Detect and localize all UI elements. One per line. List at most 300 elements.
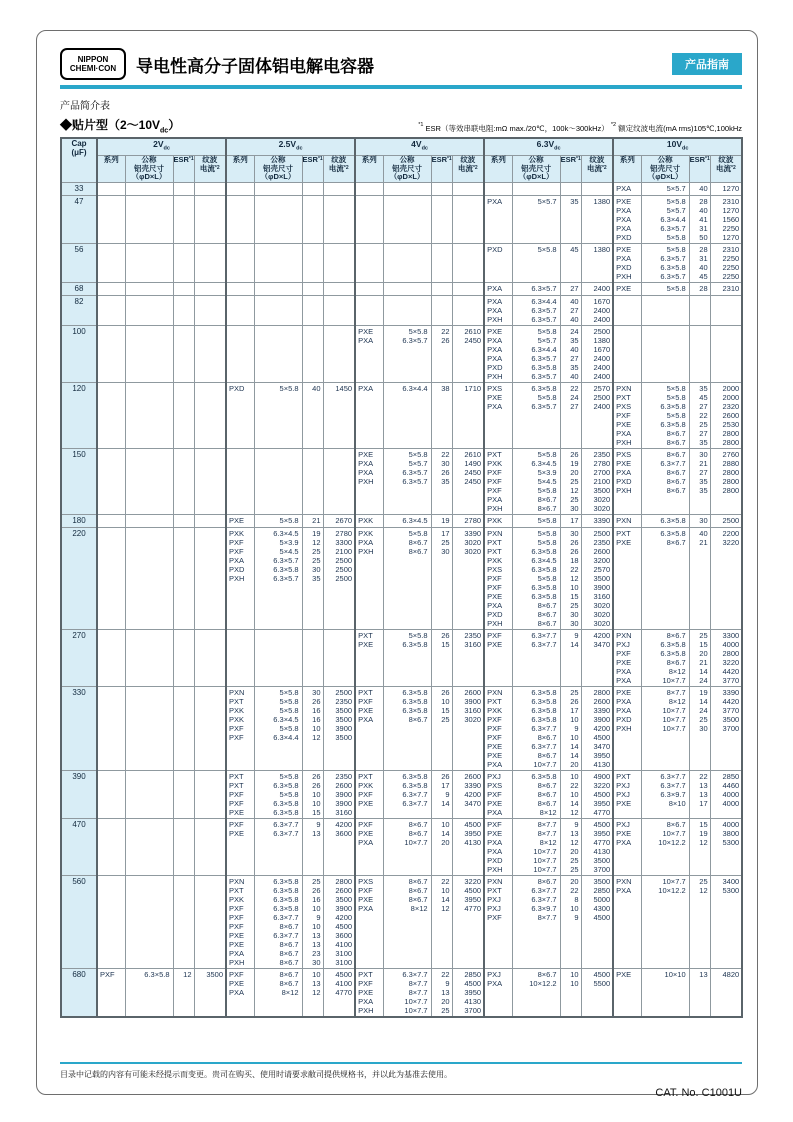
esr-cell (431, 243, 452, 282)
cell-line: 35 (699, 476, 708, 486)
esr-cell (173, 295, 194, 325)
empty-line (195, 772, 226, 781)
cell-line: 5×5.8 (408, 449, 428, 459)
cell-line: 13 (312, 939, 321, 949)
logo-line2: CHEMI·CON (69, 64, 117, 73)
cell-line: 8×6.7 (666, 657, 686, 667)
cell-line: 2670 (335, 515, 353, 525)
cell-line: 18 (570, 555, 579, 565)
voltage-label: 4V (411, 139, 422, 150)
ripple-cell (581, 629, 613, 686)
cell-line: 8×6.7 (408, 546, 428, 556)
empty-line (642, 327, 689, 336)
empty-line (384, 245, 431, 254)
esr-cell (302, 629, 323, 686)
cell-line: PXE (229, 828, 245, 838)
esr-cell (431, 818, 452, 875)
cell-line: PXE (616, 687, 632, 697)
ripple-cell (581, 686, 613, 770)
cell-line: 30 (441, 458, 450, 468)
cell-line: PXE (358, 987, 374, 997)
size-cell (254, 875, 302, 968)
cell-line: 22 (699, 771, 708, 781)
series-cell (355, 195, 383, 243)
size-cell (254, 325, 302, 382)
cell-line: 2570 (593, 383, 611, 393)
cell-line: 10 (570, 732, 579, 742)
cell-line: 6.3×5.8 (402, 687, 428, 697)
cell-line: PXE (358, 449, 374, 459)
cell-line: 6.3×7.7 (273, 930, 299, 940)
cell-line: 8×10 (668, 798, 686, 808)
table-row (61, 325, 742, 382)
series-cell (226, 527, 254, 629)
ripple-cell (581, 295, 613, 325)
cell-line: 10 (441, 819, 450, 829)
cell-line: PXH (229, 957, 245, 967)
cell-line: 6.3×5.7 (402, 476, 428, 486)
esr-footnote-mark: *1 (188, 156, 194, 163)
empty-line (98, 184, 125, 193)
cell-line: 3020 (593, 494, 611, 504)
cell-line: 2800 (722, 476, 740, 486)
ripple-cell (452, 527, 484, 629)
series-cell (97, 514, 125, 527)
cell-line: PXF (358, 885, 373, 895)
cell-line: 13 (699, 789, 708, 799)
size-cell (512, 195, 560, 243)
ripple-cell (323, 325, 355, 382)
empty-line (98, 284, 125, 293)
esr-cell (689, 182, 710, 195)
cell-line: 3950 (464, 894, 482, 904)
cell-line: 22 (570, 885, 579, 895)
ripple-cell (581, 182, 613, 195)
cell-line: 13 (441, 987, 450, 997)
size-cell (254, 818, 302, 875)
cell-line: PXE (358, 828, 374, 838)
ripple-cell (581, 282, 613, 295)
cell-line: PXS (487, 383, 503, 393)
cell-line: 30 (570, 503, 579, 513)
size-cell (254, 968, 302, 1017)
empty-line (98, 516, 125, 525)
cell-line: PXA (487, 759, 503, 769)
voltage-group-header: $6.3V_{dc}$ (484, 138, 613, 155)
empty-line (453, 245, 484, 254)
esr-cell (302, 770, 323, 818)
cell-line: 5×5.8 (279, 687, 299, 697)
cell-line: PXA (616, 428, 632, 438)
table-row (61, 295, 742, 325)
cell-line: 3500 (593, 876, 611, 886)
cell-line: 6.3×7.7 (531, 639, 557, 649)
cell-line: PXT (616, 771, 631, 781)
size-cell (254, 770, 302, 818)
cell-line: PXA (487, 846, 503, 856)
cell-line: PXN (229, 876, 245, 886)
cell-line: PXF (229, 819, 244, 829)
cell-line: PXF (487, 485, 502, 495)
cell-line: 5×5.8 (666, 383, 686, 393)
cell-line: 4500 (593, 789, 611, 799)
cell-line: PXA (616, 696, 632, 706)
cell-line: 6.3×4.5 (402, 515, 428, 525)
cell-line: 2000 (722, 392, 740, 402)
cell-line: PXF (616, 648, 631, 658)
size-header-line: 铝壳尺寸 (263, 163, 294, 173)
cell-line: 3020 (593, 503, 611, 513)
cell-line: 6.3×5.8 (531, 383, 557, 393)
empty-line (303, 245, 323, 254)
series-cell (484, 514, 512, 527)
cell-line: 10×12.2 (658, 837, 686, 847)
cell-line: 3900 (593, 714, 611, 724)
table-row (61, 182, 742, 195)
cell-line: 8×6.7 (537, 494, 557, 504)
series-cell (226, 243, 254, 282)
cell-line: 6.3×5.8 (660, 262, 686, 272)
empty-line (324, 197, 355, 206)
cell-line: PXN (616, 383, 632, 393)
cell-line: 13 (699, 780, 708, 790)
empty-line (126, 284, 173, 293)
cell-line: PXA (616, 705, 632, 715)
size-cell (512, 182, 560, 195)
cell-line: 8×6.7 (537, 732, 557, 742)
cell-line: 3220 (464, 876, 482, 886)
cell-line: PXD (616, 476, 632, 486)
empty-line (303, 297, 323, 306)
size-cell (641, 282, 689, 295)
cell-line: PXH (358, 476, 374, 486)
ripple-footnote-mark: *2 (214, 164, 220, 171)
cell-line: PXF (487, 573, 502, 583)
empty-line (324, 245, 355, 254)
cell-line: PXA (616, 666, 632, 676)
series-cell (355, 968, 383, 1017)
cell-line: 4130 (593, 846, 611, 856)
cell-line: PXA (358, 837, 374, 847)
cell-line: 9 (445, 978, 450, 988)
cell-line: PXA (616, 675, 632, 685)
cell-line: PXE (358, 326, 374, 336)
cell-line: 6.3×5.8 (531, 546, 557, 556)
series-cell (613, 243, 641, 282)
cell-line: 5×5.8 (279, 723, 299, 733)
cell-line: 10×7.7 (662, 675, 686, 685)
empty-line (126, 688, 173, 697)
ripple-cell (194, 243, 226, 282)
cell-line: 8×6.7 (537, 969, 557, 979)
cell-line: 40 (570, 314, 579, 324)
cell-line: 3100 (335, 948, 353, 958)
cell-line: 5000 (593, 894, 611, 904)
cell-line: 3900 (335, 789, 353, 799)
cell-line: 27 (699, 467, 708, 477)
size-cell (125, 686, 173, 770)
ripple-cell (452, 182, 484, 195)
cell-line: 12 (699, 837, 708, 847)
cell-line: 6.3×7.7 (531, 885, 557, 895)
cell-line: 22 (570, 383, 579, 393)
cell-line: 2250 (722, 262, 740, 272)
esr-cell (431, 770, 452, 818)
series-cell (226, 325, 254, 382)
cell-line: 8×7.7 (408, 978, 428, 988)
cell-line: 2800 (722, 428, 740, 438)
cell-line: PXF (487, 912, 502, 922)
cell-line: 8×6.7 (537, 609, 557, 619)
cell-line: 19 (570, 458, 579, 468)
series-cell (613, 282, 641, 295)
cell-line: PXD (487, 855, 503, 865)
size-cell (383, 770, 431, 818)
ripple-cell (581, 448, 613, 514)
ripple-cell (710, 968, 742, 1017)
cell-line: 35 (441, 476, 450, 486)
size-cell (641, 875, 689, 968)
cell-line: PXS (487, 780, 503, 790)
cap-column-header (61, 138, 97, 182)
cell-line: 5×3.9 (279, 537, 299, 547)
cell-line: 5×5.8 (537, 244, 557, 254)
size-cell (512, 243, 560, 282)
voltage-group-header: $2.5V_{dc}$ (226, 138, 355, 155)
cell-line: 4900 (593, 771, 611, 781)
empty-line (561, 184, 581, 193)
ripple-cell (581, 195, 613, 243)
cell-line: 1450 (335, 383, 353, 393)
cell-line: 21 (312, 515, 321, 525)
ripple-cell (710, 629, 742, 686)
cell-line: 5×5.8 (279, 705, 299, 715)
catalog-number: CAT. No. C1001U (655, 1087, 742, 1099)
empty-line (513, 184, 560, 193)
esr-cell (689, 325, 710, 382)
cell-line: 15 (699, 639, 708, 649)
cell-line: 8×7.7 (408, 987, 428, 997)
voltage-group-header: $2V_{dc}$ (97, 138, 226, 155)
esr-cell (431, 448, 452, 514)
empty-line (255, 184, 302, 193)
cell-line: PXA (616, 205, 632, 215)
cell-line: 14 (570, 750, 579, 760)
cell-line: 26 (570, 696, 579, 706)
empty-line (255, 327, 302, 336)
cell-line: 6.3×5.8 (660, 419, 686, 429)
cell-line: 4500 (335, 969, 353, 979)
cell-line: 4500 (464, 819, 482, 829)
cell-line: 2800 (722, 648, 740, 658)
cell-line: 8×6.7 (537, 876, 557, 886)
cell-line: 4500 (593, 912, 611, 922)
cell-line: PXK (358, 528, 374, 538)
cell-line: PXE (358, 705, 374, 715)
cell-line: 13 (312, 828, 321, 838)
series-cell (613, 325, 641, 382)
empty-line (453, 297, 484, 306)
cell-line: PXF (487, 714, 502, 724)
cell-line: 10 (312, 789, 321, 799)
cell-line: 40 (699, 183, 708, 193)
cell-line: 25 (312, 876, 321, 886)
page-footer (60, 1062, 742, 1099)
size-cell (512, 968, 560, 1017)
ripple-header-line: 电流$^{*2}$ (586, 163, 607, 173)
series-cell (484, 818, 512, 875)
cell-line: PXN (616, 876, 632, 886)
cell-line: PXT (229, 771, 244, 781)
cell-line: 2850 (593, 885, 611, 895)
esr-cell (431, 195, 452, 243)
logo-line1: NIPPON (77, 55, 109, 64)
cell-line: 1270 (722, 205, 740, 215)
cell-line: 3950 (593, 828, 611, 838)
table-row (61, 243, 742, 282)
cell-line: PXA (358, 903, 374, 913)
cell-line: 31 (699, 253, 708, 263)
cell-line: 2350 (593, 449, 611, 459)
cell-line: 2310 (722, 244, 740, 254)
cell-line: PXA (487, 305, 503, 315)
cell-line: PXN (487, 876, 503, 886)
cell-line: PXF (487, 732, 502, 742)
cell-line: 30 (570, 609, 579, 619)
ripple-cell (581, 243, 613, 282)
table-row (61, 195, 742, 243)
footer-disclaimer: 目录中记载的内容有可能未经提示而变更。贵司在购买、使用时请要求敝司提供规格书，并以此为基准去使用。 (60, 1070, 452, 1079)
cell-line: PXF (487, 819, 502, 829)
cell-line: 2500 (335, 555, 353, 565)
cell-line: 6.3×7.7 (531, 894, 557, 904)
cell-line: 5×5.7 (666, 205, 686, 215)
esr-cell (431, 295, 452, 325)
series-cell (226, 282, 254, 295)
cell-line: PXF (487, 723, 502, 733)
cell-line: 5×5.8 (279, 383, 299, 393)
size-cell (383, 527, 431, 629)
cell-line: PXN (616, 630, 632, 640)
cell-line: 27 (570, 305, 579, 315)
size-cell (254, 182, 302, 195)
size-cell (383, 968, 431, 1017)
cell-line: PXT (358, 687, 373, 697)
cell-line: 40 (570, 296, 579, 306)
esr-cell (173, 448, 194, 514)
cell-line: 20 (441, 996, 450, 1006)
section-title: 产品简介表 (60, 101, 110, 112)
cell-line: PXF (229, 789, 244, 799)
cell-line: PXE (616, 244, 632, 254)
esr-cell (302, 514, 323, 527)
cell-line: 24 (570, 392, 579, 402)
empty-line (174, 184, 194, 193)
cell-line: 6.3×5.8 (273, 885, 299, 895)
series-cell (355, 243, 383, 282)
cell-line: 6.3×7.7 (402, 798, 428, 808)
cell-line: 6.3×5.7 (402, 467, 428, 477)
cell-line: 8×6.7 (408, 537, 428, 547)
cell-line: PXF (229, 537, 244, 547)
header-accent-rule (60, 85, 742, 89)
cell-line: PXA (229, 948, 245, 958)
size-cell (125, 968, 173, 1017)
cell-line: 8×12 (668, 666, 686, 676)
cell-line: PXF (358, 696, 373, 706)
cell-line: 8×6.7 (408, 894, 428, 904)
cell-line: 6.3×5.8 (402, 780, 428, 790)
cell-line: 6.3×5.8 (402, 639, 428, 649)
empty-line (126, 384, 173, 393)
series-cell (97, 527, 125, 629)
cell-line: 12 (570, 485, 579, 495)
size-cell (254, 295, 302, 325)
empty-line (432, 297, 452, 306)
size-cell (254, 686, 302, 770)
empty-line (174, 450, 194, 459)
cell-line: 4100 (335, 939, 353, 949)
cell-line: PXA (487, 494, 503, 504)
series-cell (484, 195, 512, 243)
empty-line (255, 245, 302, 254)
series-cell (355, 382, 383, 448)
cell-line: 26 (312, 771, 321, 781)
cell-line: PXA (616, 837, 632, 847)
empty-line (174, 327, 194, 336)
series-cell (484, 182, 512, 195)
table-row (61, 686, 742, 770)
empty-line (453, 197, 484, 206)
cap-cell: 390 (61, 770, 97, 818)
esr-cell (302, 875, 323, 968)
cell-line: 25 (441, 714, 450, 724)
cell-line: PXD (616, 262, 632, 272)
cell-line: 2350 (335, 771, 353, 781)
cell-line: 2760 (722, 449, 740, 459)
series-cell (226, 382, 254, 448)
cell-line: 41 (699, 214, 708, 224)
cell-line: 30 (699, 449, 708, 459)
esr-cell (560, 382, 581, 448)
size-cell (254, 195, 302, 243)
ripple-cell (452, 968, 484, 1017)
empty-line (255, 197, 302, 206)
ripple-cell (323, 243, 355, 282)
cell-line: 3390 (722, 687, 740, 697)
series-cell (484, 770, 512, 818)
cell-line: PXE (616, 419, 632, 429)
cell-line: 10 (570, 771, 579, 781)
empty-line (227, 450, 254, 459)
cell-line: PXF (229, 732, 244, 742)
cell-line: 6.3×5.8 (531, 582, 557, 592)
cell-line: 2780 (593, 458, 611, 468)
cell-line: PXT (229, 696, 244, 706)
cell-line: 14 (441, 894, 450, 904)
cell-line: PXA (358, 458, 374, 468)
cell-line: PXA (487, 296, 503, 306)
ripple-cell (710, 875, 742, 968)
series-cell (226, 686, 254, 770)
cell-line: 3100 (335, 957, 353, 967)
cell-line: 6.3×7.7 (402, 789, 428, 799)
empty-line (126, 450, 173, 459)
cell-line: 4130 (593, 759, 611, 769)
cell-line: 6.3×7.7 (531, 630, 557, 640)
cell-line: 10×7.7 (662, 705, 686, 715)
cell-line: PXJ (487, 771, 501, 781)
